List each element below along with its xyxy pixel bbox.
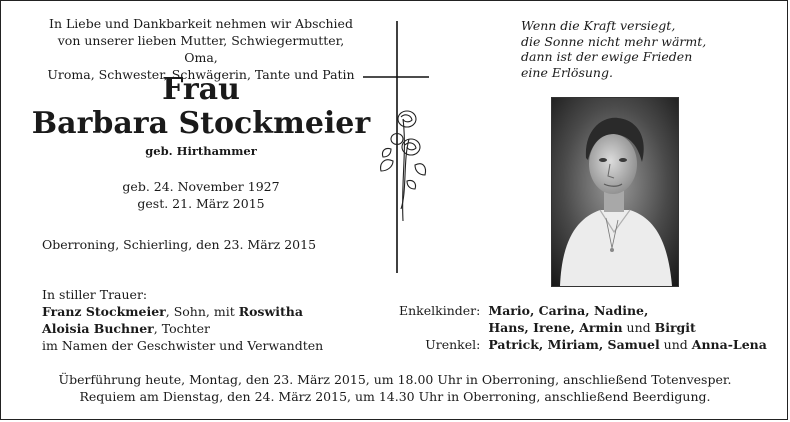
mourners-block <box>42 286 323 354</box>
poem <box>521 18 706 80</box>
grandchildren-last: Birgit <box>654 320 696 335</box>
conjunction: und <box>659 337 692 352</box>
birth-date: geb. 24. November 1927 <box>122 179 280 194</box>
maiden-name: geb. Hirthammer <box>145 144 257 158</box>
grandchildren-names-1: Mario, Carina, Nadine, <box>488 303 649 318</box>
great-grandchildren-list: Patrick, Miriam, Samuel <box>488 337 660 352</box>
grandchildren-label: Enkelkinder: <box>399 303 481 318</box>
descendants-row <box>399 319 767 336</box>
funeral-information <box>1 371 789 405</box>
intro-line: Uroma, Schwester, Schwägerin, Tante und Patin <box>47 67 355 82</box>
mourner-partner: Roswitha <box>238 304 303 319</box>
intro-line: von unserer lieben Mutter, Schwiegermutter, Oma, <box>57 33 345 65</box>
poem-line: die Sonne nicht mehr wärmt, <box>521 33 707 49</box>
descendants-row <box>399 336 767 353</box>
mourners-heading: In stiller Trauer: <box>42 287 148 302</box>
descendants-row <box>399 302 767 319</box>
great-grandchildren-last: Anna-Lena <box>691 337 767 352</box>
conjunction: und <box>622 320 655 335</box>
place-and-date: Oberroning, Schierling, den 23. März 2015 <box>42 237 317 252</box>
portrait-photo <box>551 97 679 287</box>
mourner-name: Franz Stockmeier <box>42 304 166 319</box>
life-dates <box>21 178 381 212</box>
portrait-illustration <box>552 98 678 286</box>
poem-line: eine Erlösung. <box>521 64 613 80</box>
full-name: Barbara Stockmeier <box>31 106 371 141</box>
poem-line: dann ist der ewige Frieden <box>521 49 693 64</box>
empty-cell <box>399 319 488 336</box>
grandchildren-names <box>488 319 767 336</box>
great-grandchildren-names <box>488 336 767 353</box>
poem-line: Wenn die Kraft versiegt, <box>521 18 676 33</box>
mourner-name: Aloisia Buchner <box>42 321 154 336</box>
grandchildren-names-2: Hans, Irene, Armin <box>488 320 623 335</box>
intro-line: In Liebe und Dankbarkeit nehmen wir Abschied <box>49 16 353 31</box>
mourner-relation: , Sohn, mit <box>165 304 239 319</box>
requiem-note: Requiem am Dienstag, den 24. März 2015, um 14.30 Uhr in Oberroning, anschließend Beerdigung. <box>79 389 711 404</box>
descendants-block <box>399 302 767 353</box>
cross-with-roses-icon <box>363 21 439 273</box>
grandchildren-names <box>488 302 767 319</box>
deceased-name <box>21 73 381 141</box>
great-grandchildren-label: Urenkel: <box>425 337 481 352</box>
transfer-note: Überführung heute, Montag, den 23. März 2015, um 18.00 Uhr in Oberroning, anschließend Totenvesper. <box>58 372 732 387</box>
mourner-relation: , Tochter <box>153 321 211 336</box>
mourner-line: im Namen der Geschwister und Verwandten <box>42 338 324 353</box>
mourner-line <box>42 320 323 337</box>
title-prefix: Frau <box>162 72 240 107</box>
death-date: gest. 21. März 2015 <box>137 196 265 211</box>
mourner-line <box>42 303 323 320</box>
descendants-table <box>399 302 767 353</box>
